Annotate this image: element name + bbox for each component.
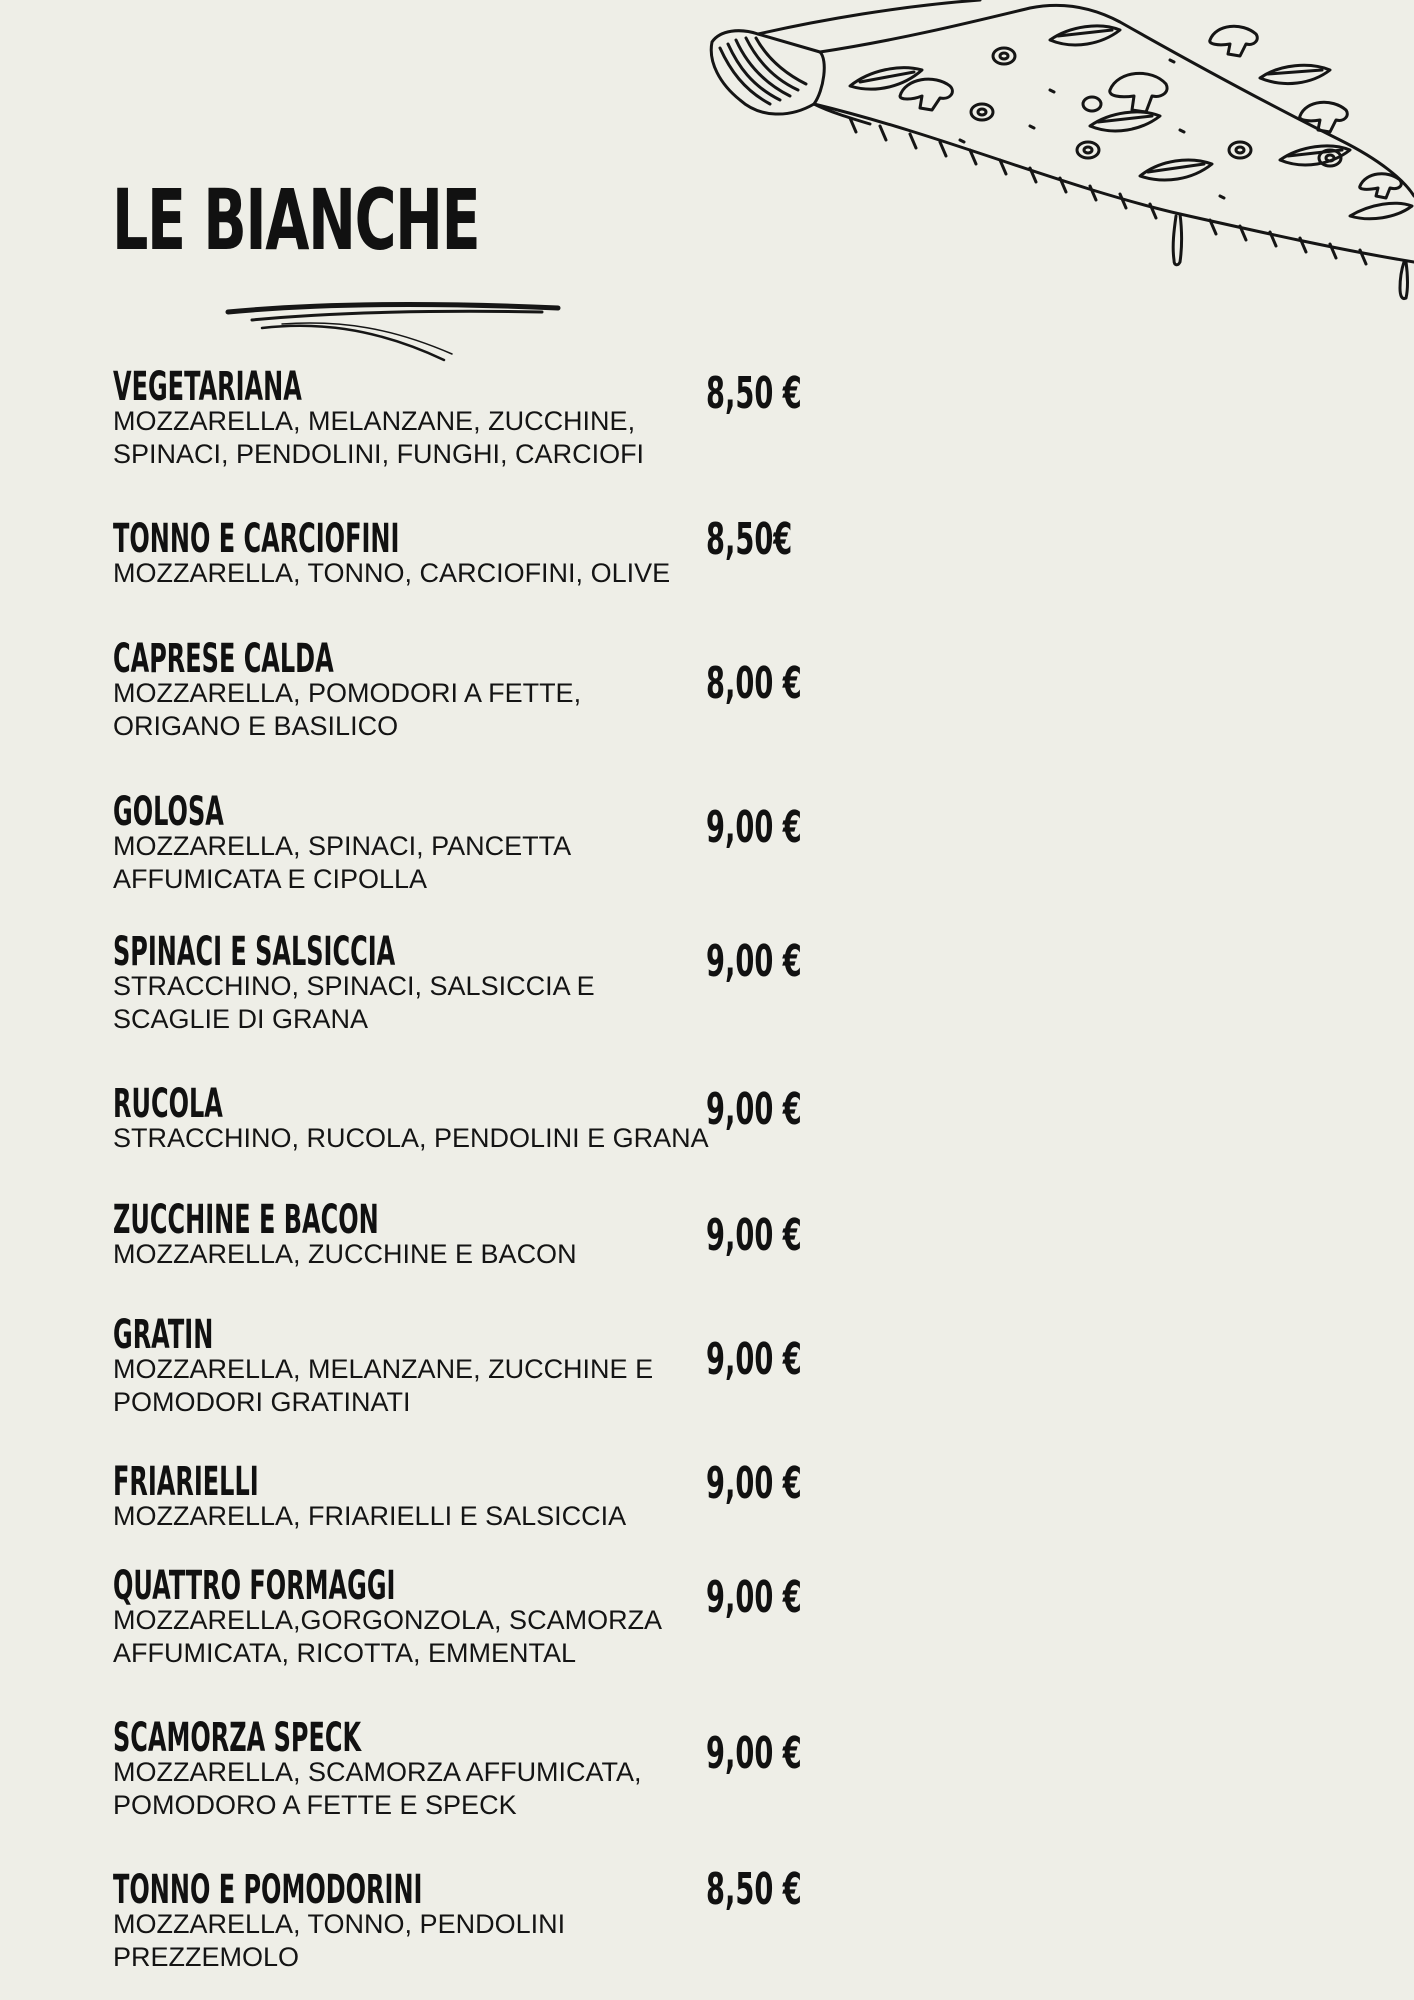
item-name: SCAMORZA SPECK [113, 1715, 362, 1761]
item-description: STRACCHINO, RUCOLA, PENDOLINI E GRANA [113, 1123, 709, 1153]
item-name: TONNO E CARCIOFINI [113, 516, 400, 562]
menu-item [113, 514, 1113, 590]
item-price: 9,00 € [706, 1334, 802, 1385]
item-description: MOZZARELLA, POMODORI A FETTE, ORIGANO E BASILICO [113, 678, 582, 741]
menu-item [113, 1313, 1113, 1419]
brush-underline-icon [222, 298, 562, 368]
item-description: MOZZARELLA, MELANZANE, ZUCCHINE, SPINACI, PENDOLINI, FUNGHI, CARCIOFI [113, 406, 645, 469]
page-title: LE BIANCHE [112, 171, 480, 269]
item-price: 8,00 € [706, 658, 802, 709]
item-name: VEGETARIANA [113, 364, 302, 410]
item-price: 8,50 € [706, 368, 802, 419]
menu-item [113, 637, 1113, 743]
item-name: FRIARIELLI [113, 1459, 259, 1505]
menu-item [113, 1716, 1113, 1822]
item-description: MOZZARELLA, FRIARIELLI E SALSICCIA [113, 1501, 627, 1531]
menu-item [113, 1082, 1113, 1155]
item-price: 9,00 € [706, 1458, 802, 1509]
item-description: MOZZARELLA, SCAMORZA AFFUMICATA, POMODORO A FETTE E SPECK [113, 1757, 642, 1820]
item-description: MOZZARELLA, TONNO, PENDOLINI PREZZEMOLO [113, 1909, 566, 1972]
item-price: 9,00 € [706, 1084, 802, 1135]
item-price: 9,00 € [706, 802, 802, 853]
menu-item [113, 365, 1113, 471]
pizza-slice-icon [700, 0, 1414, 310]
item-price: 8,50€ [706, 514, 793, 565]
item-description: MOZZARELLA, SPINACI, PANCETTA AFFUMICATA E CIPOLLA [113, 831, 572, 894]
item-name: SPINACI E SALSICCIA [113, 929, 396, 975]
item-name: TONNO E POMODORINI [113, 1867, 423, 1913]
item-price: 9,00 € [706, 1210, 802, 1261]
item-price: 8,50 € [706, 1864, 802, 1915]
menu-item [113, 930, 1113, 1036]
item-name: CAPRESE CALDA [113, 636, 334, 682]
menu-item [113, 790, 1113, 896]
item-name: QUATTRO FORMAGGI [113, 1563, 396, 1609]
item-name: ZUCCHINE E BACON [113, 1197, 379, 1243]
item-name: RUCOLA [113, 1081, 223, 1127]
item-price: 9,00 € [706, 1728, 802, 1779]
item-name: GOLOSA [113, 789, 224, 835]
item-price: 9,00 € [706, 936, 802, 987]
item-description: MOZZARELLA, MELANZANE, ZUCCHINE E POMODORI GRATINATI [113, 1354, 654, 1417]
menu-item [113, 1460, 1113, 1533]
item-description: MOZZARELLA,GORGONZOLA, SCAMORZA AFFUMICATA, RICOTTA, EMMENTAL [113, 1605, 663, 1668]
item-description: STRACCHINO, SPINACI, SALSICCIA E SCAGLIE DI GRANA [113, 971, 595, 1034]
item-description: MOZZARELLA, TONNO, CARCIOFINI, OLIVE [113, 558, 671, 588]
item-name: GRATIN [113, 1312, 214, 1358]
menu-item [113, 1198, 1113, 1271]
item-price: 9,00 € [706, 1572, 802, 1623]
menu-item [113, 1864, 1113, 1974]
menu-item [113, 1564, 1113, 1670]
item-description: MOZZARELLA, ZUCCHINE E BACON [113, 1239, 577, 1269]
